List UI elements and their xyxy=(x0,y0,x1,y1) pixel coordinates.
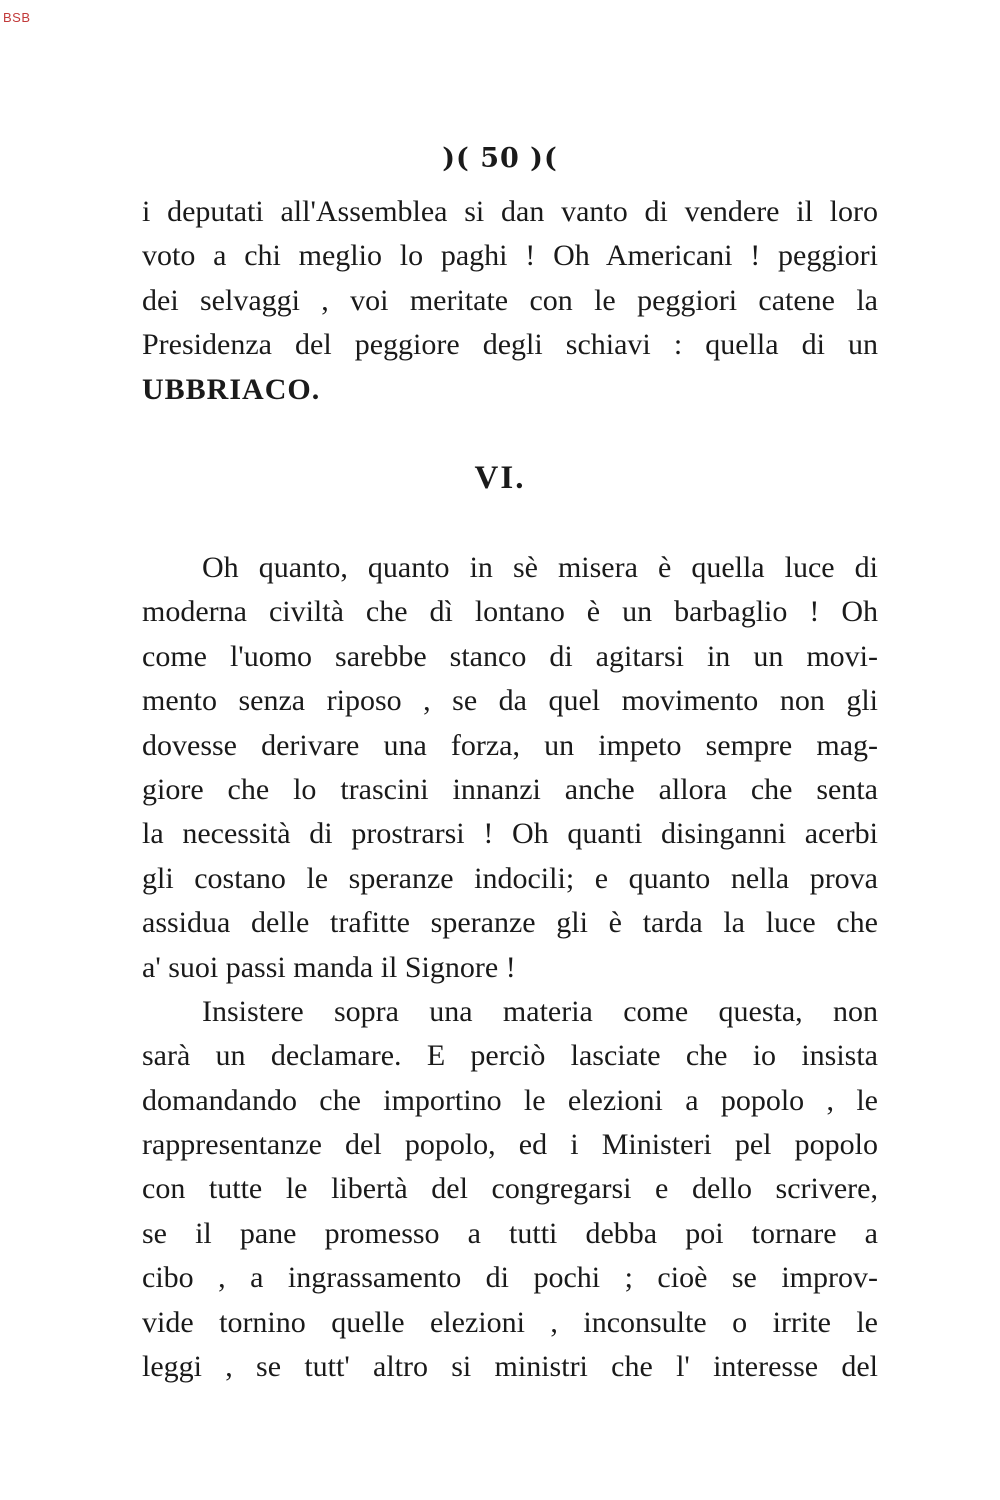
text-line: assidua delle trafitte speranze gli è tarda la luce che xyxy=(142,906,878,940)
text-block-2 xyxy=(142,546,878,1389)
text-line: a' suoi passi manda il Signore ! xyxy=(142,950,516,984)
text-line: sarà un declamare. E perciò lasciate che io insista xyxy=(142,1039,878,1073)
text-line: cibo , a ingrassamento di pochi ; cioè se improv- xyxy=(142,1261,878,1295)
text-block-1 xyxy=(142,190,878,412)
text-line: UBBRIACO. xyxy=(142,372,321,406)
library-stamp: BSB xyxy=(3,10,31,25)
text-line: dovesse derivare una forza, un impeto sempre mag- xyxy=(142,728,878,762)
text-line: moderna civiltà che dì lontano è un barbaglio ! Oh xyxy=(142,595,878,629)
section-heading: VI. xyxy=(474,460,526,496)
text-line: rappresentanze del popolo, ed i Ministeri pel popolo xyxy=(142,1128,878,1162)
text-line: domandando che importino le elezioni a popolo , le xyxy=(142,1083,878,1117)
text-line: come l'uomo sarebbe stanco di agitarsi in un movi- xyxy=(142,639,878,673)
text-line: Insistere sopra una materia come questa, non xyxy=(202,994,878,1028)
text-line: i deputati all'Assemblea si dan vanto di vendere il loro xyxy=(142,195,878,228)
text-line: dei selvaggi , voi meritate con le peggiori catene la xyxy=(142,283,878,317)
text-line: mento senza riposo , se da quel movimento non gli xyxy=(142,684,878,718)
text-line: la necessità di prostrarsi ! Oh quanti disinganni acerbi xyxy=(142,817,878,851)
text-line: con tutte le libertà del congregarsi e dello scrivere, xyxy=(142,1172,878,1206)
text-line: vide tornino quelle elezioni , inconsulte o irrite le xyxy=(142,1305,878,1339)
text-line: gli costano le speranze indocili; e quanto nella prova xyxy=(142,861,878,895)
text-line: Presidenza del peggiore degli schiavi : quella di un xyxy=(142,328,878,362)
text-line: giore che lo trascini innanzi anche allora che senta xyxy=(142,772,878,806)
text-line: voto a chi meglio lo paghi ! Oh Americani ! peggiori xyxy=(142,239,878,273)
text-line: leggi , se tutt' altro si ministri che l' interesse del xyxy=(142,1350,878,1384)
text-line: Oh quanto, quanto in sè misera è quella luce di xyxy=(202,551,878,584)
text-line: se il pane promesso a tutti debba poi tornare a xyxy=(142,1216,878,1250)
page-number-header: )( 50 )( xyxy=(442,143,558,174)
